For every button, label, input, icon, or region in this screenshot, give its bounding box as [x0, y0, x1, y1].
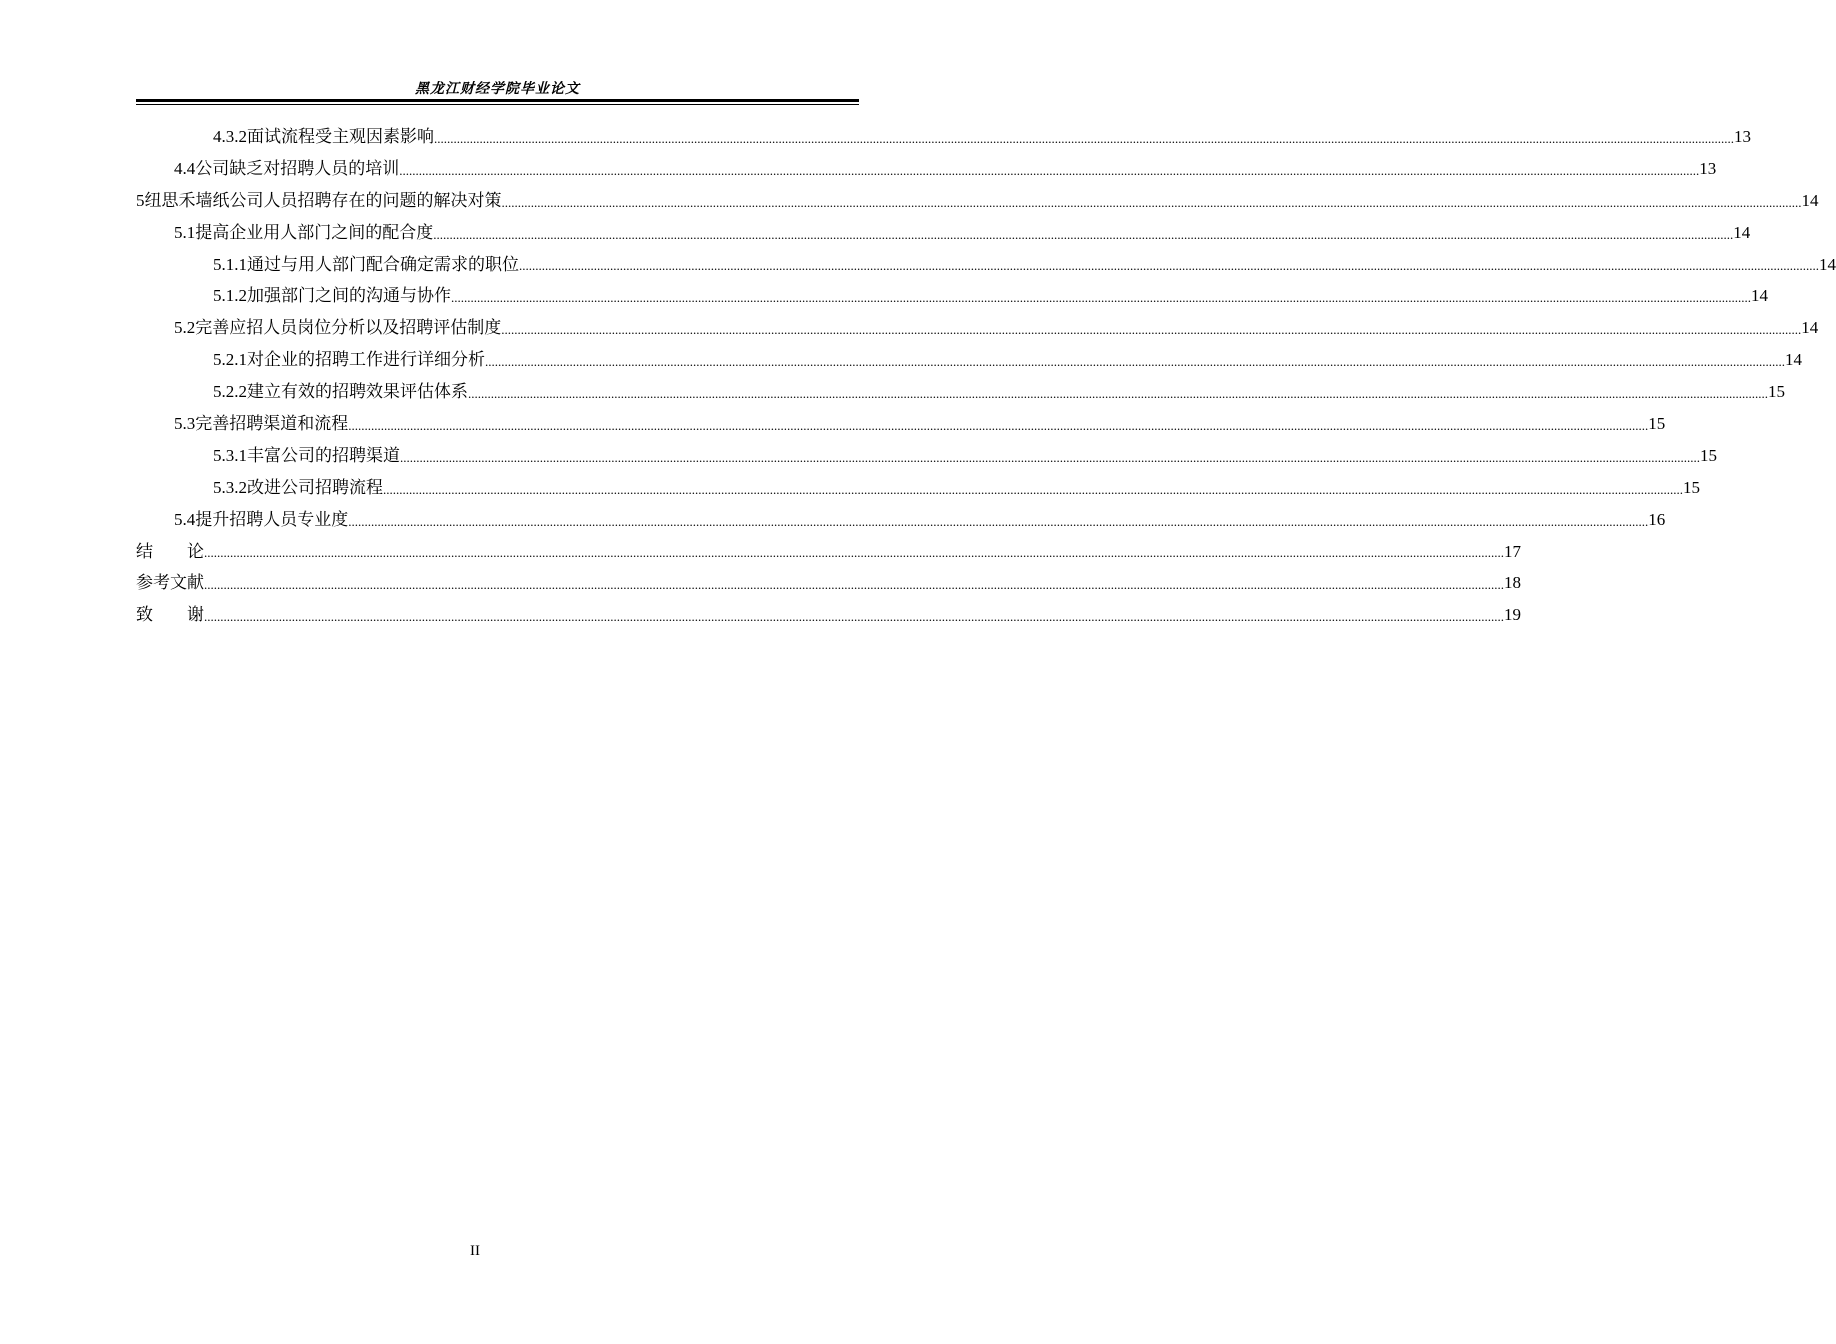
toc-entry-page: 14	[1819, 254, 1836, 274]
toc-dot-leader: ................................................................................................................................................................................................................................................................................................................................................................................................................	[433, 226, 1734, 242]
toc-entry-page: 15	[1683, 477, 1700, 497]
toc-entry-title: 提高企业用人部门之间的配合度	[195, 222, 434, 242]
toc-entry-title: 公司缺乏对招聘人员的培训	[195, 158, 400, 178]
toc-dot-leader: ................................................................................................................................................................................................................................................................................................................................................................................................................	[383, 481, 1683, 497]
toc-entry[interactable]	[136, 472, 1700, 504]
toc-dot-leader: ................................................................................................................................................................................................................................................................................................................................................................................................................	[204, 545, 1504, 561]
toc-entry-page: 15	[1700, 445, 1717, 465]
toc-entry-number: 5.3.1	[213, 445, 247, 465]
toc-entry-page: 17	[1504, 541, 1521, 561]
toc-entry-title: 完善招聘渠道和流程	[195, 413, 349, 433]
toc-entry[interactable]	[136, 249, 1836, 281]
toc-entry[interactable]	[136, 567, 1521, 599]
toc-entry-number: 4.4	[174, 158, 196, 178]
toc-entry-title: 致 谢	[136, 605, 204, 625]
toc-entry-number: 5.3	[174, 413, 196, 433]
toc-entry[interactable]	[136, 185, 1819, 217]
running-header: 黑龙江财经学院毕业论文	[415, 82, 580, 97]
toc-dot-leader: ................................................................................................................................................................................................................................................................................................................................................................................................................	[400, 449, 1700, 465]
page-number: II	[470, 1243, 480, 1259]
toc-entry[interactable]	[136, 440, 1717, 472]
toc-entry-title: 改进公司招聘流程	[247, 477, 383, 497]
toc-entry[interactable]	[136, 153, 1717, 185]
toc-entry[interactable]	[136, 599, 1521, 631]
toc-entry-number: 5.2.1	[213, 350, 247, 370]
toc-entry[interactable]	[136, 408, 1666, 440]
toc-entry[interactable]	[136, 536, 1521, 568]
toc-entry-page: 15	[1648, 413, 1666, 433]
toc-entry-title: 面试流程受主观因素影响	[247, 126, 434, 146]
toc-dot-leader: ................................................................................................................................................................................................................................................................................................................................................................................................................	[348, 513, 1649, 529]
toc-entry[interactable]	[136, 312, 1819, 344]
toc-entry-page: 18	[1504, 573, 1521, 593]
toc-dot-leader: ................................................................................................................................................................................................................................................................................................................................................................................................................	[501, 322, 1802, 338]
toc-dot-leader: ................................................................................................................................................................................................................................................................................................................................................................................................................	[451, 290, 1751, 306]
toc-dot-leader: ................................................................................................................................................................................................................................................................................................................................................................................................................	[399, 162, 1700, 178]
toc-entry-page: 16	[1648, 509, 1666, 529]
toc-dot-leader: ................................................................................................................................................................................................................................................................................................................................................................................................................	[468, 386, 1768, 402]
toc-dot-leader: ................................................................................................................................................................................................................................................................................................................................................................................................................	[204, 577, 1504, 593]
toc-entry-page: 13	[1699, 158, 1717, 178]
toc-entry-number: 5.1.2	[213, 286, 247, 306]
toc-entry[interactable]	[136, 504, 1666, 536]
table-of-contents	[136, 121, 1836, 631]
toc-entry-title: 结 论	[136, 541, 204, 561]
header-rule-thin	[136, 104, 859, 105]
toc-entry-number: 5	[136, 190, 145, 210]
toc-entry-title: 完善应招人员岗位分析以及招聘评估制度	[195, 318, 502, 338]
toc-entry[interactable]	[136, 121, 1751, 153]
toc-entry-page: 19	[1504, 605, 1521, 625]
toc-entry-number: 5.4	[174, 509, 196, 529]
toc-entry-number: 5.1	[174, 222, 196, 242]
toc-entry-title: 建立有效的招聘效果评估体系	[247, 382, 468, 402]
toc-entry-title: 纽思禾墙纸公司人员招聘存在的问题的解决对策	[144, 190, 502, 210]
toc-dot-leader: ................................................................................................................................................................................................................................................................................................................................................................................................................	[204, 609, 1504, 625]
toc-entry-title: 参考文献	[136, 573, 204, 593]
toc-entry[interactable]	[136, 217, 1751, 249]
toc-entry-number: 5.3.2	[213, 477, 247, 497]
toc-entry-title: 加强部门之间的沟通与协作	[247, 286, 451, 306]
toc-entry-page: 13	[1734, 126, 1751, 146]
toc-entry[interactable]	[136, 376, 1785, 408]
toc-entry-title: 提升招聘人员专业度	[195, 509, 349, 529]
toc-entry-title: 通过与用人部门配合确定需求的职位	[247, 254, 519, 274]
toc-dot-leader: ................................................................................................................................................................................................................................................................................................................................................................................................................	[519, 258, 1819, 274]
toc-entry-number: 5.1.1	[213, 254, 247, 274]
toc-entry[interactable]	[136, 280, 1768, 312]
toc-entry-number: 4.3.2	[213, 126, 247, 146]
toc-entry-number: 5.2	[174, 318, 196, 338]
toc-entry[interactable]	[136, 344, 1802, 376]
toc-dot-leader: ................................................................................................................................................................................................................................................................................................................................................................................................................	[485, 354, 1785, 370]
toc-entry-number: 5.2.2	[213, 382, 247, 402]
toc-dot-leader: ................................................................................................................................................................................................................................................................................................................................................................................................................	[501, 194, 1802, 210]
toc-entry-page: 14	[1733, 222, 1751, 242]
toc-dot-leader: ................................................................................................................................................................................................................................................................................................................................................................................................................	[434, 130, 1734, 146]
toc-entry-page: 14	[1785, 350, 1802, 370]
toc-entry-title: 丰富公司的招聘渠道	[247, 445, 400, 465]
toc-dot-leader: ................................................................................................................................................................................................................................................................................................................................................................................................................	[348, 417, 1649, 433]
toc-entry-page: 14	[1801, 318, 1819, 338]
toc-entry-page: 15	[1768, 382, 1785, 402]
toc-entry-title: 对企业的招聘工作进行详细分析	[247, 350, 485, 370]
toc-entry-page: 14	[1751, 286, 1768, 306]
toc-entry-page: 14	[1801, 190, 1819, 210]
header-rule-thick	[136, 99, 859, 102]
